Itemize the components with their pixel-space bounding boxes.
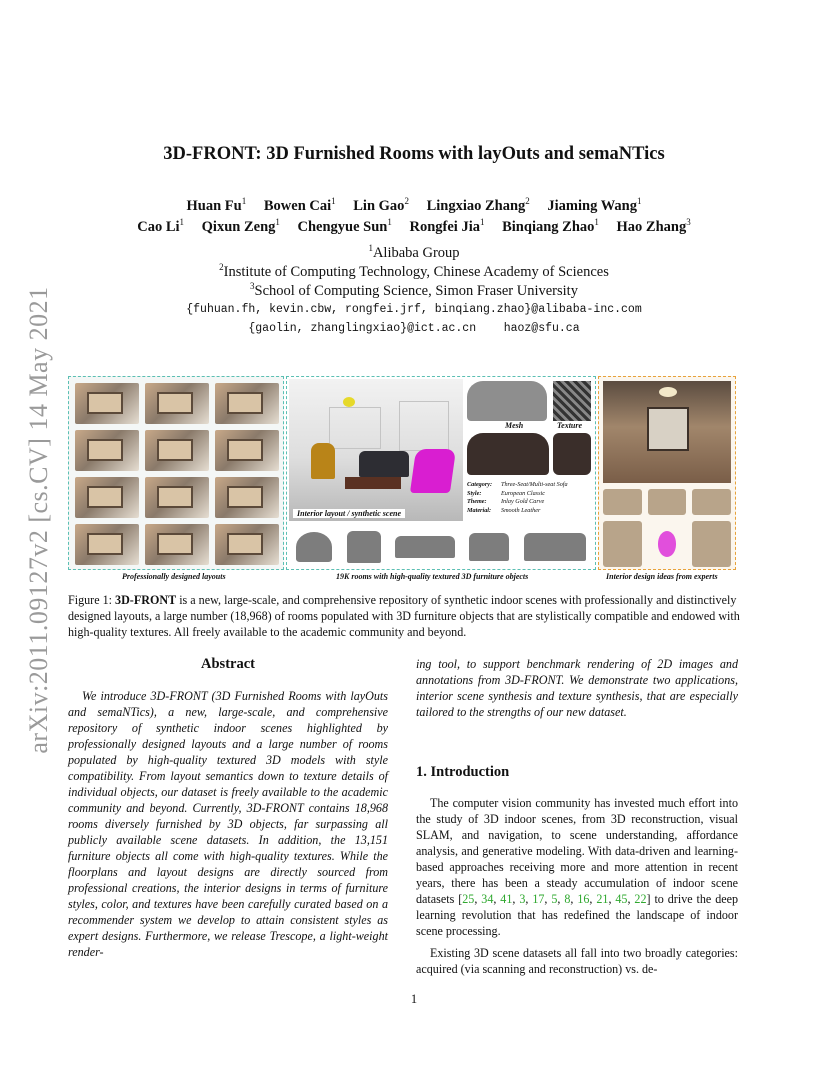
attribute-row: Material: Smooth Leather (467, 506, 541, 514)
interior-photo (603, 381, 731, 483)
citation-link[interactable]: 5 (551, 892, 558, 906)
object-attributes (467, 481, 591, 521)
authors-line-2 (0, 217, 828, 236)
sofa-icon (359, 451, 409, 477)
citation-link[interactable]: 8 (564, 892, 571, 906)
mesh-label: Mesh (505, 421, 524, 430)
attribute-row: Theme: Inlay Gold Carve (467, 498, 545, 506)
abstract-heading: Abstract (201, 656, 255, 672)
wall-frame (329, 407, 381, 449)
author: Qixun Zeng$^1$ (201, 217, 280, 235)
attribute-row: Style: European Classic (467, 489, 545, 497)
coffee-table-icon (395, 536, 455, 558)
floorplan-thumb (215, 524, 279, 565)
arxiv-stamp-text: arXiv:2011.09127v2 [cs.CV] 14 May 2021 (24, 286, 53, 754)
sofa-icon (524, 533, 586, 561)
citation-link[interactable]: 45 (615, 892, 628, 906)
window-icon (647, 407, 689, 451)
intro-paragraph: The computer vision community has invested much effort into the study of 3D indoor scenes, from 3D reconstruction, visual SLAM, and navigation, to scene understanding, affordance analysis, and generative modeling. With data-driven and learning-based approaches receiving more and more attention in recent years, there has been a steady accumulation of indoor scene datasets [25, 34, 41, 3, 17, 5, 8, 16, 21, 45, 22] to drive the deep learning revolution that has redefined the landscape of indoor scene processing. (416, 796, 739, 938)
highlight-marker (658, 531, 677, 557)
citation-link[interactable]: 34 (481, 892, 494, 906)
author: Huan Fu$^1$ (186, 196, 247, 214)
design-ideas-panel (598, 376, 736, 570)
panel-label-layouts: Professionally designed layouts (122, 572, 226, 581)
design-idea-grid (603, 489, 731, 567)
highlighted-chair-icon (410, 449, 456, 493)
floorplan-thumb (145, 383, 209, 424)
chandelier-icon (659, 387, 677, 397)
sofa-texture-icon (553, 381, 591, 421)
armchair-icon (347, 531, 381, 563)
furnished-rooms-panel (286, 376, 596, 570)
furniture-thumb (692, 489, 731, 515)
email-line-2: {gaolin, zhanglingxiao}@ict.ac.cn haoz@sfu.ca (248, 322, 580, 335)
furniture-thumb (603, 521, 642, 567)
figure-caption: Figure 1: 3D-FRONT is a new, large-scale, and comprehensive repository of synthetic indoor scenes with professionally and distinctively designed layouts, a large number (18,968) of rooms populated with 3D furniture objects that are stylistically compatible and endowed with high-quality textures. All freely available to the academic community and beyond. (68, 593, 740, 639)
armchair-icon (311, 443, 335, 479)
author: Cao Li$^1$ (137, 217, 185, 235)
intro-heading: 1. Introduction (416, 764, 510, 780)
interior-layout-label: Interior layout / synthetic scene (293, 509, 405, 518)
intro-paragraph: Existing 3D scene datasets all fall into two broadly categories: acquired (via scanning and reconstruction) vs. de- (416, 946, 738, 976)
left-column (68, 656, 388, 960)
floorplan-thumb (215, 477, 279, 518)
chandelier-icon (296, 532, 332, 562)
floorplan-thumb (75, 430, 139, 471)
citation-link[interactable]: 25 (462, 892, 475, 906)
textured-chair-icon (553, 433, 591, 475)
wall-frame (399, 401, 449, 451)
citation-link[interactable]: 16 (577, 892, 590, 906)
page-number: 1 (410, 992, 418, 1006)
floorplan-grid (75, 383, 279, 565)
author: Chengyue Sun$^1$ (297, 217, 392, 235)
textured-sofa-icon (467, 433, 549, 475)
author: Jiaming Wang$^1$ (547, 196, 642, 214)
side-table-icon (469, 533, 509, 561)
abstract-text: We introduce 3D-FRONT (3D Furnished Rooms with layOuts and semaNTics), a new, large-scale, and comprehensive repository of synthetic indoor scenes highlighted by professionally designed layouts and a large number of rooms populated by high-quality textured 3D models with style compatibility. From layout semantics down to texture details of individual objects, our dataset is freely available to the academic community and beyond. Currently, 3D-FRONT contains 18,968 rooms diversely furnished by 3D objects, far surpassing all publicly available scene datasets. In addition, the 13,151 furniture objects all come with high-quality textures. While the floorplans and layout designs are directly sourced from professional creations, the interior designs in terms of furniture styles, color, and textures have been carefully curated based on a recommender system we develop to attain consistent styles as expert designs. Furthermore, we release Trescope, a light-weight render- (68, 689, 388, 959)
author: Hao Zhang$^3$ (616, 217, 691, 235)
affiliation-3: $^3$School of Computing Science, Simon Fraser University (250, 281, 578, 299)
author: Lin Gao$^2$ (353, 196, 409, 214)
floorplan-thumb (215, 383, 279, 424)
email-line-1: {fuhuan.fh, kevin.cbw, rongfei.jrf, binqiang.zhao}@alibaba-inc.com (186, 303, 642, 316)
right-column (416, 656, 738, 977)
attribute-row: Category: Three-Seat/Multi-seat Sofa (467, 481, 568, 488)
floorplan-thumb (75, 383, 139, 424)
coffee-table-icon (345, 477, 401, 489)
arxiv-stamp (22, 280, 56, 760)
lamp-icon (343, 397, 355, 407)
paper-title: 3D-FRONT: 3D Furnished Rooms with layOuts and semaNTics (163, 144, 665, 164)
panel-label-rooms: 19K rooms with high-quality textured 3D furniture objects (336, 572, 529, 581)
authors-line-1 (0, 196, 828, 215)
synthetic-scene-render (289, 379, 463, 521)
citation-link[interactable]: 21 (596, 892, 609, 906)
furniture-thumb (648, 489, 687, 515)
layouts-panel (68, 376, 284, 570)
citation-link[interactable]: 22 (634, 892, 647, 906)
floorplan-thumb (75, 477, 139, 518)
citation-link[interactable]: 41 (500, 892, 513, 906)
floorplan-thumb (145, 524, 209, 565)
affiliation-1: $^1$Alibaba Group (368, 243, 460, 261)
furniture-row (289, 527, 593, 567)
author: Rongfei Jia$^1$ (409, 217, 485, 235)
floorplan-thumb (145, 477, 209, 518)
intro-body (416, 795, 738, 977)
panel-label-ideas: Interior design ideas from experts (606, 572, 718, 581)
sofa-mesh-icon (467, 381, 547, 421)
floorplan-thumb (145, 430, 209, 471)
citation-link[interactable]: 17 (532, 892, 545, 906)
floorplan-thumb (215, 430, 279, 471)
author: Lingxiao Zhang$^2$ (426, 196, 530, 214)
abstract-continuation: ing tool, to support benchmark rendering of 2D images and annotations from 3D-FRONT. We demonstrate two applications, interior scene synthesis and texture synthesis, that are especially tailored to the strengths of our new dataset. (416, 657, 738, 719)
author: Binqiang Zhao$^1$ (502, 217, 599, 235)
floorplan-thumb (75, 524, 139, 565)
citation-link[interactable]: 3 (519, 892, 526, 906)
affiliation-2: $^2$Institute of Computing Technology, Chinese Academy of Sciences (219, 262, 609, 280)
figure-1 (68, 376, 736, 584)
furniture-thumb (692, 521, 731, 567)
author: Bowen Cai$^1$ (263, 196, 336, 214)
figure-panel-labels (68, 572, 736, 584)
furniture-thumb (603, 489, 642, 515)
texture-label: Texture (557, 421, 583, 430)
